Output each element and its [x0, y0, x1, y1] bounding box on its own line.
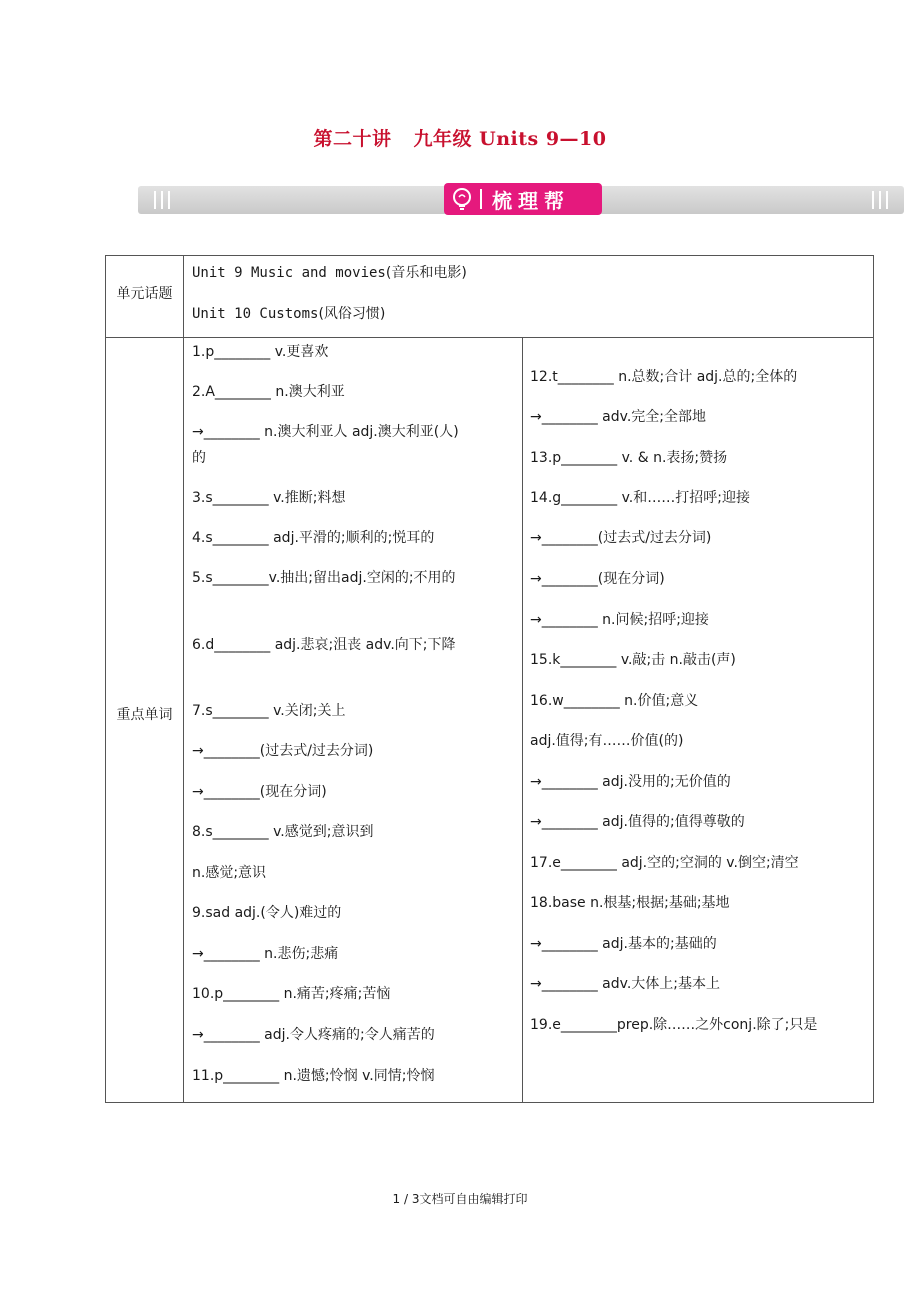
vocab-entry: 18.base n.根基;根据;基础;基地 — [530, 895, 730, 911]
vocab-entry: →________(现在分词) — [192, 784, 327, 800]
vocab-entry: 2.A________ n.澳大利亚 — [192, 384, 345, 400]
vocab-entry: →________ adv.完全;全部地 — [530, 409, 707, 425]
vocab-entry: adj.值得;有……价值(的) — [530, 733, 684, 749]
vocab-entry: →________(过去式/过去分词) — [192, 743, 374, 759]
vocab-entry: 16.w________ n.价值;意义 — [530, 693, 699, 709]
vocab-entry: →________(过去式/过去分词) — [530, 530, 712, 546]
topic-label: 单元话题 — [116, 286, 173, 302]
vocab-entry: →________ adj.基本的;基础的 — [530, 936, 717, 952]
vocab-entry: 8.s________ v.感觉到;意识到 — [192, 824, 374, 840]
vocab-entry: 1.p________ v.更喜欢 — [192, 344, 329, 360]
vocab-entry: →________ adj.没用的;无价值的 — [530, 774, 731, 790]
vocab-entry: 7.s________ v.关闭;关上 — [192, 703, 346, 719]
page-title — [0, 124, 920, 151]
vocab-entry: 15.k________ v.敲;击 n.敲击(声) — [530, 652, 736, 668]
grade-units: 九年级 Units 9—10 — [413, 128, 607, 150]
topic-unit9: Unit 9 Music and movies(音乐和电影) — [192, 265, 467, 281]
vocab-entry: 14.g________ v.和……打招呼;迎接 — [530, 490, 750, 506]
vocab-entry: 17.e________ adj.空的;空洞的 v.倒空;清空 — [530, 855, 799, 871]
vocab-label: 重点单词 — [116, 707, 173, 723]
section-label: 梳理帮 — [492, 188, 570, 213]
topic-unit10: Unit 10 Customs(风俗习惯) — [192, 306, 386, 322]
banner-decoration-right — [872, 191, 888, 209]
vocab-entry: 12.t________ n.总数;合计 adj.总的;全体的 — [530, 369, 798, 385]
lecture-number: 第二十讲 — [313, 128, 392, 150]
vocab-entry: 13.p________ v. & n.表扬;赞扬 — [530, 450, 728, 466]
vocab-entry: →________(现在分词) — [530, 571, 665, 587]
vocab-table — [105, 255, 874, 1103]
vocab-entry: 9.sad adj.(令人)难过的 — [192, 905, 342, 921]
vocab-entry: →________ n.悲伤;悲痛 — [192, 946, 339, 962]
lightbulb-icon — [444, 183, 480, 215]
vocab-entry: 19.e________prep.除……之外conj.除了;只是 — [530, 1017, 818, 1033]
page-footer: 1 / 3文档可自由编辑打印 — [392, 1192, 528, 1206]
vocab-entry: n.感觉;意识 — [192, 865, 267, 881]
vocab-entry: →________ adv.大体上;基本上 — [530, 976, 721, 992]
section-badge — [444, 183, 602, 215]
banner-decoration-left — [154, 191, 170, 209]
vocab-entry: 11.p________ n.遗憾;怜悯 v.同情;怜悯 — [192, 1068, 435, 1084]
vocab-entry: 10.p________ n.痛苦;疼痛;苦恼 — [192, 986, 391, 1002]
vocab-entry: →________ adj.令人疼痛的;令人痛苦的 — [192, 1027, 435, 1043]
vocab-entry: →________ n.问候;招呼;迎接 — [530, 612, 709, 628]
vocab-entry: →________ n.澳大利亚人 adj.澳大利亚(人) — [192, 424, 459, 440]
vocab-entry: 的 — [192, 450, 206, 466]
vocab-entry: →________ adj.值得的;值得尊敬的 — [530, 814, 745, 830]
vocab-entry: 6.d________ adj.悲哀;沮丧 adv.向下;下降 — [192, 637, 456, 653]
vocab-entry: 3.s________ v.推断;料想 — [192, 490, 346, 506]
vocab-entry: 5.s________v.抽出;留出adj.空闲的;不用的 — [192, 570, 456, 586]
vocab-entry: 4.s________ adj.平滑的;顺利的;悦耳的 — [192, 530, 435, 546]
